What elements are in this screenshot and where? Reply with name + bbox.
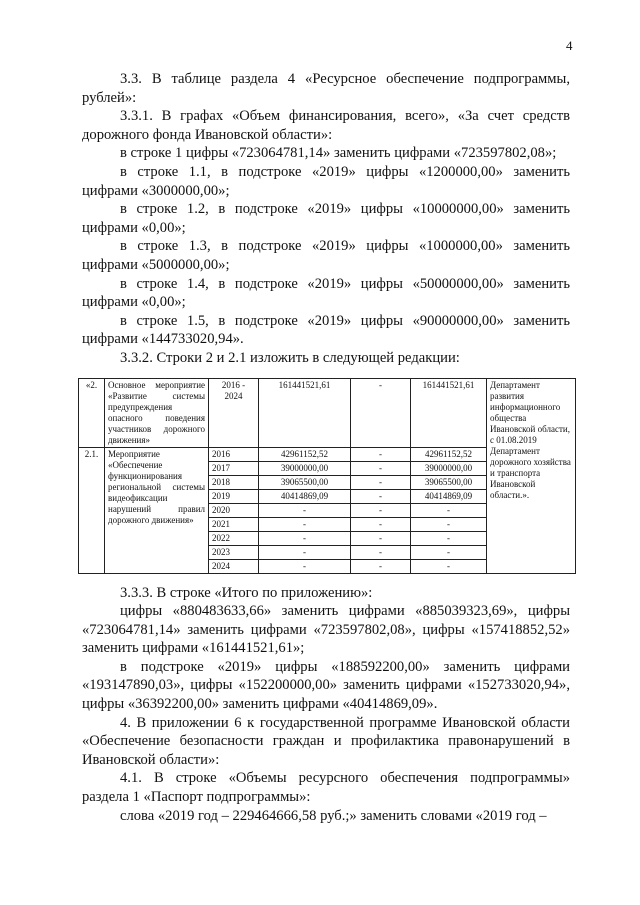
paragraph-row-1-4: в строке 1.4, в подстроке «2019» цифры «50000000,00» заменить цифрами «0,00»;: [82, 275, 570, 311]
other-cell: -: [351, 559, 411, 573]
road-fund-cell: -: [411, 545, 487, 559]
total-cell: -: [259, 531, 351, 545]
year-cell: 2019: [209, 489, 259, 503]
road-fund-cell: -: [411, 517, 487, 531]
table-row: [79, 378, 576, 447]
total-cell: -: [259, 559, 351, 573]
road-fund-cell: -: [411, 559, 487, 573]
paragraph-4-1: 4.1. В строке «Объемы ресурсного обеспечения подпрограммы» раздела 1 «Паспорт подпрограммы»:: [82, 770, 570, 806]
row-2-1-name: Мероприятие «Обеспечение функционирования региональной системы видеофиксации нарушений правил дорожного движения»: [105, 447, 209, 573]
road-fund-cell: -: [411, 531, 487, 545]
paragraph-4: 4. В приложении 6 к государственной программе Ивановской области «Обеспечение безопасности граждан и профилактика правонарушений в Ивановской области»:: [82, 714, 570, 768]
paragraph-3-3-2: 3.3.2. Строки 2 и 2.1 изложить в следующей редакции:: [120, 349, 460, 366]
document-body: [82, 70, 570, 825]
other-cell: -: [351, 475, 411, 489]
paragraph-3-3: 3.3. В таблице раздела 4 «Ресурсное обеспечение подпрограммы, рублей»:: [82, 71, 570, 106]
total-cell: 40414869,09: [259, 489, 351, 503]
paragraph-totals: цифры «880483633,66» заменить цифрами «885039323,69», цифры «723064781,14» заменить цифрами «723597802,08», цифры «157418852,52» заменить цифрами «161441521,61»;: [82, 603, 570, 657]
other-cell: -: [351, 489, 411, 503]
other-cell: -: [351, 461, 411, 475]
paragraph-row-1: в строке 1 цифры «723064781,14» заменить цифрами «723597802,08»;: [120, 145, 557, 162]
total-cell: -: [259, 503, 351, 517]
row-2-1-num: 2.1.: [79, 447, 105, 573]
year-cell: 2017: [209, 461, 259, 475]
page-number: 4: [566, 38, 573, 53]
paragraph-3-3-1: 3.3.1. В графах «Объем финансирования, всего», «За счет средств дорожного фонда Ивановской области»:: [82, 108, 570, 143]
road-fund-cell: -: [411, 503, 487, 517]
other-cell: -: [351, 545, 411, 559]
row-2-total: 161441521,61: [259, 378, 351, 447]
other-cell: -: [351, 517, 411, 531]
other-cell: -: [351, 447, 411, 461]
road-fund-cell: 39000000,00: [411, 461, 487, 475]
year-cell: 2018: [209, 475, 259, 489]
road-fund-cell: 42961152,52: [411, 447, 487, 461]
other-cell: -: [351, 531, 411, 545]
paragraph-row-1-5: в строке 1.5, в подстроке «2019» цифры «90000000,00» заменить цифрами «144733020,94».: [82, 312, 570, 348]
row-2-road-fund: 161441521,61: [411, 378, 487, 447]
total-cell: -: [259, 545, 351, 559]
paragraph-row-1-2: в строке 1.2, в подстроке «2019» цифры «10000000,00» заменить цифрами «0,00»;: [82, 201, 570, 236]
row-2-name: Основное мероприятие «Развитие системы предупреждения опасного поведения участников дорожного движения»: [105, 378, 209, 447]
row-2-other: -: [351, 378, 411, 447]
resource-table: [78, 378, 576, 574]
year-cell: 2023: [209, 545, 259, 559]
row-2-period: 2016 - 2024: [209, 378, 259, 447]
year-cell: 2024: [209, 559, 259, 573]
road-fund-cell: 40414869,09: [411, 489, 487, 503]
year-cell: 2022: [209, 531, 259, 545]
total-cell: 39000000,00: [259, 461, 351, 475]
total-cell: -: [259, 517, 351, 531]
row-2-num: «2.: [79, 378, 105, 447]
year-cell: 2021: [209, 517, 259, 531]
executor-cell: Департамент развития информационного общества Ивановской области, с 01.08.2019 Департамент дорожного хозяйства и транспорта Ивановской области.».: [487, 378, 576, 573]
total-cell: 39065500,00: [259, 475, 351, 489]
road-fund-cell: 39065500,00: [411, 475, 487, 489]
paragraph-words: слова «2019 год – 229464666,58 руб.;» заменить словами «2019 год –: [120, 807, 547, 824]
paragraph-3-3-3: 3.3.3. В строке «Итого по приложению»:: [120, 584, 373, 601]
year-cell: 2016: [209, 447, 259, 461]
year-cell: 2020: [209, 503, 259, 517]
paragraph-totals-2019: в подстроке «2019» цифры «188592200,00» заменить цифрами «193147890,03», цифры «152200000,00» заменить цифрами «152733020,94», цифры «36392200,00» заменить цифрами «40414869,09».: [82, 658, 570, 713]
other-cell: -: [351, 503, 411, 517]
total-cell: 42961152,52: [259, 447, 351, 461]
paragraph-row-1-1: в строке 1.1, в подстроке «2019» цифры «1200000,00» заменить цифрами «3000000,00»;: [82, 163, 570, 199]
paragraph-row-1-3: в строке 1.3, в подстроке «2019» цифры «1000000,00» заменить цифрами «5000000,00»;: [82, 238, 570, 273]
